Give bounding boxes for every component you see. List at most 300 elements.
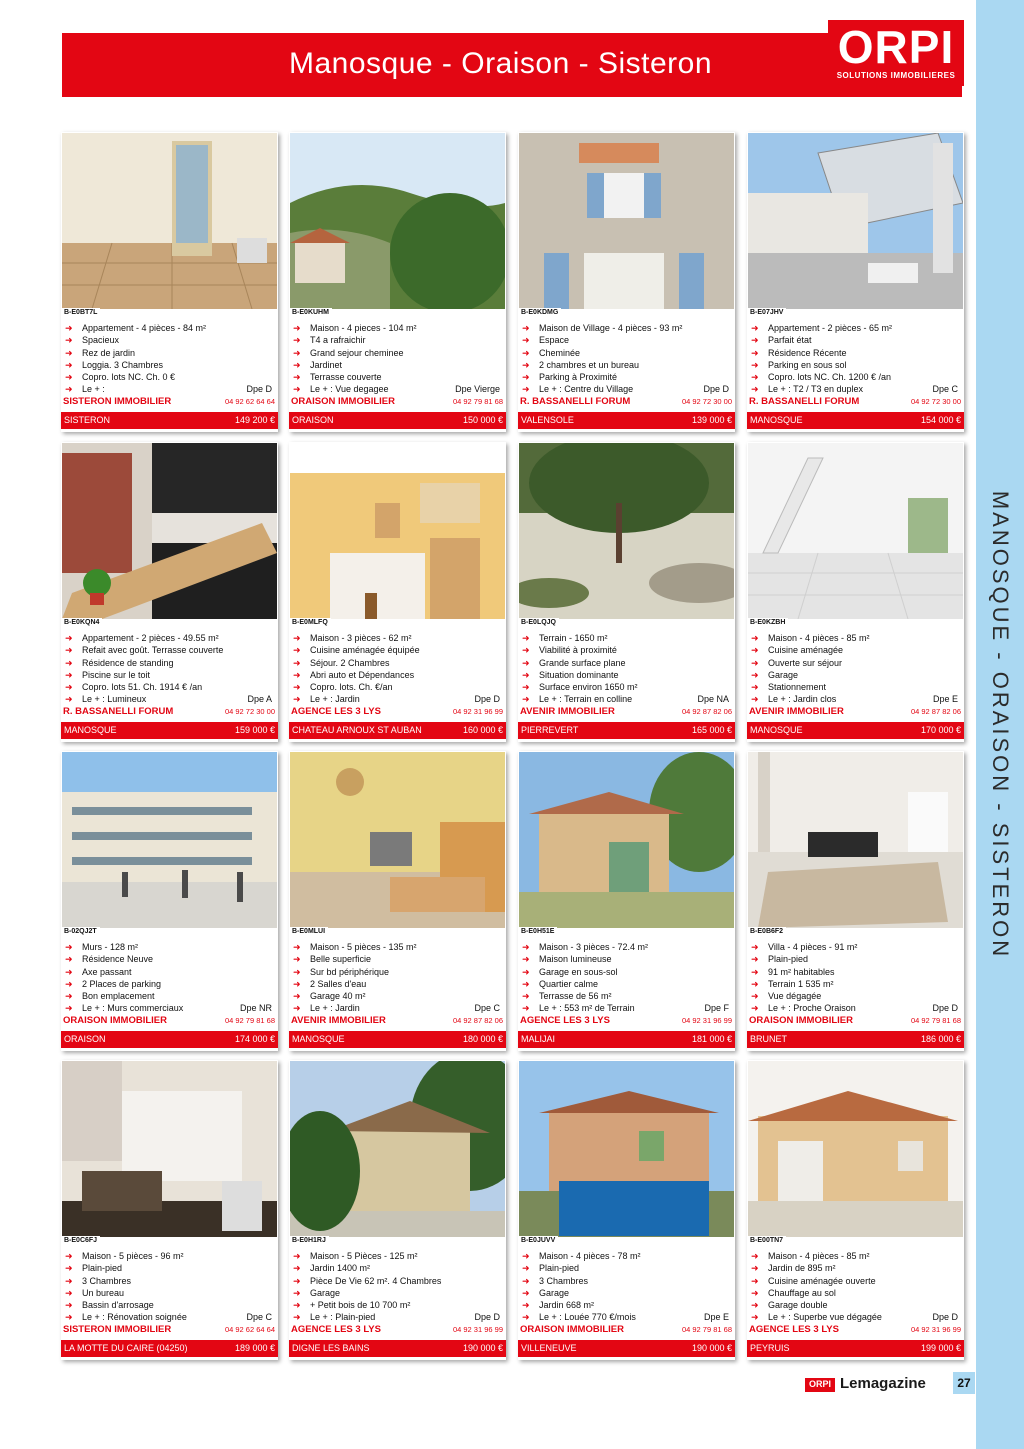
listing-ref: B-E0KQN4: [61, 618, 102, 627]
arrow-icon: ➜: [751, 633, 759, 643]
listing-card[interactable]: [289, 1060, 506, 1360]
arrow-icon: ➜: [522, 1300, 530, 1311]
listing-city: MANOSQUE: [64, 725, 117, 735]
arrow-icon: ➜: [522, 1251, 530, 1261]
arrow-icon: ➜: [751, 1275, 759, 1286]
feature-text: Grande surface plane: [539, 657, 626, 668]
agency-name: R. BASSANELLI FORUM: [749, 396, 860, 407]
feature-item: [751, 669, 960, 681]
listing-city: MANOSQUE: [750, 725, 803, 735]
arrow-icon: ➜: [751, 1300, 759, 1311]
agency-phone[interactable]: 04 92 79 81 68: [681, 1325, 732, 1334]
listing-card[interactable]: [289, 442, 506, 742]
feature-text: 3 Chambres: [539, 1275, 589, 1286]
arrow-icon: ➜: [751, 1251, 759, 1261]
arrow-icon: ➜: [65, 1003, 73, 1014]
feature-list: [293, 941, 502, 1015]
arrow-icon: ➜: [65, 384, 73, 395]
agency-phone[interactable]: 04 92 62 64 64: [224, 1325, 275, 1334]
feature-item: [522, 1287, 731, 1299]
price-bar: [518, 412, 735, 429]
arrow-icon: ➜: [751, 359, 759, 370]
listing-card[interactable]: [747, 442, 964, 742]
arrow-icon: ➜: [751, 1263, 759, 1274]
listing-price: 149 200 €: [234, 415, 275, 425]
listing-card[interactable]: [518, 751, 735, 1051]
arrow-icon: ➜: [65, 347, 73, 358]
feature-item: [293, 657, 502, 669]
side-banner: MANOSQUE - ORAISON - SISTERON: [988, 490, 1013, 960]
feature-item: [293, 1311, 502, 1323]
price-bar: [289, 1340, 506, 1357]
feature-item: [522, 359, 731, 371]
feature-text: Jardin de 895 m²: [768, 1263, 836, 1274]
feature-text: Ouverte sur séjour: [768, 657, 843, 668]
feature-text: T4 a rafraichir: [310, 335, 366, 346]
feature-text: Copro. lots. Ch. €/an: [310, 682, 393, 693]
listing-city: ORAISON: [292, 415, 334, 425]
agency-phone[interactable]: 04 92 31 96 99: [681, 1016, 732, 1025]
feature-text: Situation dominante: [539, 669, 619, 680]
listing-card[interactable]: [289, 751, 506, 1051]
feature-text: Loggia. 3 Chambres: [82, 359, 164, 370]
feature-text: Appartement - 4 pièces - 84 m²: [82, 323, 207, 333]
feature-text: Terrasse de 56 m²: [539, 991, 612, 1002]
agency-name: SISTERON IMMOBILIER: [63, 396, 172, 407]
agency-name: SISTERON IMMOBILIER: [63, 1324, 172, 1335]
feature-item: [293, 322, 502, 334]
feature-list: [65, 941, 274, 1015]
arrow-icon: ➜: [65, 1300, 73, 1311]
feature-item: [293, 644, 502, 656]
feature-text: Le + : 553 m² de Terrain: [539, 1003, 635, 1014]
agency-phone[interactable]: 04 92 31 96 99: [452, 1325, 503, 1334]
arrow-icon: ➜: [293, 978, 301, 989]
listing-card[interactable]: [747, 751, 964, 1051]
arrow-icon: ➜: [522, 657, 530, 668]
arrow-icon: ➜: [522, 1312, 530, 1323]
feature-text: Maison - 3 pièces - 72.4 m²: [539, 942, 649, 952]
feature-item: [293, 334, 502, 346]
listing-card[interactable]: [518, 132, 735, 432]
feature-text: Maison - 4 pieces - 104 m²: [310, 323, 417, 333]
arrow-icon: ➜: [293, 372, 301, 383]
price-bar: [747, 1031, 964, 1048]
feature-text: Le + : Superbe vue dégagée: [768, 1312, 882, 1323]
feature-text: Garage: [310, 1287, 341, 1298]
feature-item: [522, 941, 731, 953]
listing-card[interactable]: [61, 442, 278, 742]
feature-text: Espace: [539, 335, 570, 346]
feature-text: Bassin d'arrosage: [82, 1300, 154, 1311]
feature-text: Le + : T2 / T3 en duplex: [768, 384, 863, 395]
feature-item: [293, 941, 502, 953]
listing-price: 139 000 €: [691, 415, 732, 425]
feature-text: Murs - 128 m²: [82, 942, 139, 952]
arrow-icon: ➜: [293, 942, 301, 952]
feature-text: Copro. lots NC. Ch. 0 €: [82, 372, 176, 383]
listing-city: PIERREVERT: [521, 725, 579, 735]
feature-text: Garage 40 m²: [310, 991, 366, 1002]
feature-text: Le + : Terrain en colline: [539, 694, 633, 705]
feature-item: [522, 1250, 731, 1262]
arrow-icon: ➜: [65, 657, 73, 668]
arrow-icon: ➜: [751, 384, 759, 395]
feature-text: Appartement - 2 pièces - 49.55 m²: [82, 633, 219, 643]
feature-text: Maison - 4 pièces - 85 m²: [768, 633, 870, 643]
property-photo[interactable]: [748, 133, 963, 309]
feature-item: [751, 966, 960, 978]
arrow-icon: ➜: [522, 991, 530, 1002]
dpe-rating: Dpe C: [246, 1312, 272, 1323]
feature-item: [293, 953, 502, 965]
agency-phone[interactable]: 04 92 31 96 99: [910, 1325, 961, 1334]
feature-list: [293, 1250, 502, 1324]
listing-city: MALIJAI: [521, 1034, 556, 1044]
feature-text: Chauffage au sol: [768, 1287, 836, 1298]
arrow-icon: ➜: [293, 645, 301, 656]
feature-item: [65, 322, 274, 334]
dpe-rating: Dpe NR: [239, 1003, 272, 1014]
arrow-icon: ➜: [65, 694, 73, 705]
arrow-icon: ➜: [293, 1300, 301, 1311]
agency-phone[interactable]: 04 92 31 96 99: [452, 707, 503, 716]
price-bar: [747, 722, 964, 739]
arrow-icon: ➜: [65, 669, 73, 680]
feature-text: Cuisine aménagée ouverte: [768, 1275, 876, 1286]
arrow-icon: ➜: [65, 645, 73, 656]
feature-text: Vue dégagée: [768, 991, 822, 1002]
feature-item: [522, 978, 731, 990]
listing-city: MANOSQUE: [292, 1034, 345, 1044]
feature-text: Maison - 4 pièces - 85 m²: [768, 1251, 870, 1261]
page-title: Manosque - Oraison - Sisteron: [288, 47, 712, 80]
feature-item: [65, 1275, 274, 1287]
feature-item: [522, 632, 731, 644]
agency-phone[interactable]: 04 92 72 30 00: [681, 397, 732, 406]
listing-ref: B-E07JHV: [747, 308, 786, 317]
feature-item: [65, 1250, 274, 1262]
feature-item: [522, 990, 731, 1002]
arrow-icon: ➜: [522, 669, 530, 680]
agency-phone[interactable]: 04 92 79 81 68: [452, 397, 503, 406]
feature-text: Jardin 668 m²: [539, 1300, 595, 1311]
listing-card[interactable]: [61, 751, 278, 1051]
feature-text: Rez de jardin: [82, 347, 136, 358]
feature-item: [751, 371, 960, 383]
feature-text: 2 Places de parking: [82, 978, 162, 989]
agency-phone[interactable]: 04 92 72 30 00: [224, 707, 275, 716]
feature-item: [751, 657, 960, 669]
listing-city: DIGNE LES BAINS: [292, 1343, 370, 1353]
arrow-icon: ➜: [751, 694, 759, 705]
feature-text: Maison de Village - 4 pièces - 93 m²: [539, 323, 683, 333]
arrow-icon: ➜: [65, 682, 73, 693]
feature-text: Jardinet: [310, 359, 343, 370]
dpe-rating: Dpe C: [474, 1003, 500, 1014]
listing-card[interactable]: [61, 1060, 278, 1360]
arrow-icon: ➜: [751, 682, 759, 693]
feature-text: Le + : Jardin: [310, 1003, 360, 1014]
property-photo[interactable]: [748, 1061, 963, 1237]
price-bar: [747, 412, 964, 429]
feature-list: [751, 322, 960, 396]
listing-ref: B-E0JUVV: [518, 1236, 558, 1245]
feature-text: Le + : Lumineux: [82, 694, 147, 705]
footer-orpi-logo: ORPI: [805, 1378, 835, 1392]
agency-name: AGENCE LES 3 LYS: [749, 1324, 839, 1335]
feature-item: [522, 1299, 731, 1311]
arrow-icon: ➜: [293, 669, 301, 680]
arrow-icon: ➜: [293, 1263, 301, 1274]
feature-item: [65, 657, 274, 669]
feature-text: Bon emplacement: [82, 991, 155, 1002]
listing-city: ORAISON: [64, 1034, 106, 1044]
feature-text: Abri auto et Dépendances: [310, 669, 415, 680]
dpe-rating: Dpe D: [932, 1003, 958, 1014]
feature-item: [751, 681, 960, 693]
arrow-icon: ➜: [65, 323, 73, 333]
property-photo[interactable]: [519, 443, 734, 619]
feature-text: Spacieux: [82, 335, 120, 346]
feature-text: 2 chambres et un bureau: [539, 359, 640, 370]
property-photo[interactable]: [519, 1061, 734, 1237]
feature-list: [751, 632, 960, 706]
feature-item: [293, 1002, 502, 1014]
agency-phone[interactable]: 04 92 62 64 64: [224, 397, 275, 406]
feature-text: Maison - 3 pièces - 62 m²: [310, 633, 412, 643]
listing-card[interactable]: [747, 1060, 964, 1360]
feature-text: Terrasse couverte: [310, 372, 382, 383]
feature-text: Résidence Neuve: [82, 954, 154, 965]
listing-card[interactable]: [518, 442, 735, 742]
feature-item: [751, 1250, 960, 1262]
feature-text: + Petit bois de 10 700 m²: [310, 1300, 411, 1311]
feature-text: Cuisine aménagée: [768, 645, 844, 656]
arrow-icon: ➜: [293, 359, 301, 370]
feature-item: [522, 347, 731, 359]
agency-name: AGENCE LES 3 LYS: [520, 1015, 610, 1026]
arrow-icon: ➜: [293, 1275, 301, 1286]
listing-ref: B-E0H1RJ: [289, 1236, 329, 1245]
arrow-icon: ➜: [65, 1275, 73, 1286]
listing-card[interactable]: [61, 132, 278, 432]
listing-price: 199 000 €: [920, 1343, 961, 1353]
feature-list: [751, 1250, 960, 1324]
feature-item: [751, 990, 960, 1002]
feature-text: Le + : Vue degagee: [310, 384, 389, 395]
feature-item: [522, 669, 731, 681]
arrow-icon: ➜: [751, 657, 759, 668]
agency-phone[interactable]: 04 92 87 82 06: [910, 707, 961, 716]
arrow-icon: ➜: [522, 359, 530, 370]
listing-ref: B-E0KZBH: [747, 618, 788, 627]
listing-city: PEYRUIS: [750, 1343, 790, 1353]
feature-item: [751, 941, 960, 953]
property-photo[interactable]: [748, 752, 963, 928]
feature-item: [751, 1311, 960, 1323]
price-bar: [61, 1340, 278, 1357]
feature-text: Maison - 5 pièces - 135 m²: [310, 942, 417, 952]
property-photo[interactable]: [290, 752, 505, 928]
agency-name: R. BASSANELLI FORUM: [520, 396, 631, 407]
listing-price: 189 000 €: [234, 1343, 275, 1353]
property-photo[interactable]: [62, 1061, 277, 1237]
listing-card[interactable]: [747, 132, 964, 432]
feature-item: [65, 1262, 274, 1274]
listing-price: 180 000 €: [462, 1034, 503, 1044]
feature-text: Maison lumineuse: [539, 954, 612, 965]
feature-text: Le + : Proche Oraison: [768, 1003, 856, 1014]
feature-item: [65, 347, 274, 359]
arrow-icon: ➜: [293, 347, 301, 358]
feature-text: Résidence de standing: [82, 657, 174, 668]
feature-item: [522, 644, 731, 656]
arrow-icon: ➜: [522, 372, 530, 383]
feature-text: 91 m² habitables: [768, 966, 835, 977]
arrow-icon: ➜: [522, 335, 530, 346]
property-photo[interactable]: [290, 133, 505, 309]
arrow-icon: ➜: [522, 694, 530, 705]
arrow-icon: ➜: [65, 966, 73, 977]
property-photo[interactable]: [519, 133, 734, 309]
property-photo[interactable]: [62, 752, 277, 928]
feature-text: Refait avec goût. Terrasse couverte: [82, 645, 224, 656]
arrow-icon: ➜: [522, 682, 530, 693]
dpe-rating: Dpe NA: [697, 694, 729, 705]
feature-item: [293, 1287, 502, 1299]
agency-name: R. BASSANELLI FORUM: [63, 706, 174, 717]
feature-text: Garage: [539, 1287, 570, 1298]
feature-item: [293, 383, 502, 395]
feature-item: [65, 371, 274, 383]
price-bar: [518, 1340, 735, 1357]
agency-phone[interactable]: 04 92 87 82 06: [681, 707, 732, 716]
property-photo[interactable]: [290, 443, 505, 619]
feature-text: Viabilité à proximité: [539, 645, 617, 656]
listing-price: 174 000 €: [234, 1034, 275, 1044]
feature-item: [293, 990, 502, 1002]
feature-item: [65, 978, 274, 990]
agency-name: AVENIR IMMOBILIER: [291, 1015, 386, 1026]
agency-phone[interactable]: 04 92 79 81 68: [224, 1016, 275, 1025]
listing-city: CHATEAU ARNOUX ST AUBAN: [292, 725, 422, 735]
dpe-rating: Dpe E: [932, 694, 958, 705]
feature-text: Cheminée: [539, 347, 581, 358]
arrow-icon: ➜: [751, 991, 759, 1002]
feature-item: [522, 1002, 731, 1014]
dpe-rating: Dpe A: [247, 694, 272, 705]
feature-item: [522, 1262, 731, 1274]
arrow-icon: ➜: [293, 991, 301, 1002]
feature-item: [522, 383, 731, 395]
dpe-rating: Dpe Vierge: [455, 384, 500, 395]
feature-item: [293, 359, 502, 371]
listing-price: 165 000 €: [691, 725, 732, 735]
arrow-icon: ➜: [65, 1251, 73, 1261]
listing-card[interactable]: [289, 132, 506, 432]
arrow-icon: ➜: [65, 359, 73, 370]
agency-name: ORAISON IMMOBILIER: [749, 1015, 853, 1026]
feature-item: [522, 322, 731, 334]
arrow-icon: ➜: [522, 978, 530, 989]
feature-text: Maison - 5 pièces - 96 m²: [82, 1251, 184, 1261]
listing-price: 150 000 €: [462, 415, 503, 425]
feature-item: [293, 371, 502, 383]
feature-text: Villa - 4 pièces - 91 m²: [768, 942, 858, 952]
price-bar: [518, 1031, 735, 1048]
feature-text: Parfait état: [768, 335, 812, 346]
feature-list: [751, 941, 960, 1015]
feature-text: Maison - 4 pièces - 78 m²: [539, 1251, 641, 1261]
listing-card[interactable]: [518, 1060, 735, 1360]
feature-item: [522, 681, 731, 693]
dpe-rating: Dpe C: [932, 384, 958, 395]
feature-item: [65, 359, 274, 371]
arrow-icon: ➜: [65, 372, 73, 383]
feature-item: [751, 1275, 960, 1287]
feature-text: Terrain 1 535 m²: [768, 978, 834, 989]
feature-text: Plain-pied: [539, 1263, 580, 1274]
feature-text: Jardin 1400 m²: [310, 1263, 371, 1274]
property-photo[interactable]: [519, 752, 734, 928]
arrow-icon: ➜: [522, 1275, 530, 1286]
agency-phone[interactable]: 04 92 79 81 68: [910, 1016, 961, 1025]
arrow-icon: ➜: [522, 323, 530, 333]
listing-ref: B-E0BT7L: [61, 308, 100, 317]
price-bar: [747, 1340, 964, 1357]
arrow-icon: ➜: [293, 633, 301, 643]
agency-phone[interactable]: 04 92 72 30 00: [910, 397, 961, 406]
feature-list: [293, 322, 502, 396]
listing-price: 190 000 €: [462, 1343, 503, 1353]
feature-item: [65, 941, 274, 953]
property-photo[interactable]: [748, 443, 963, 619]
feature-item: [65, 1002, 274, 1014]
arrow-icon: ➜: [293, 1251, 301, 1261]
feature-text: Plain-pied: [82, 1263, 123, 1274]
feature-item: [293, 347, 502, 359]
feature-text: Maison - 5 Pièces - 125 m²: [310, 1251, 418, 1261]
feature-text: Résidence Récente: [768, 347, 847, 358]
feature-item: [522, 953, 731, 965]
listing-city: VILLENEUVE: [521, 1343, 577, 1353]
feature-text: Quartier calme: [539, 978, 599, 989]
property-photo[interactable]: [290, 1061, 505, 1237]
agency-name: ORAISON IMMOBILIER: [520, 1324, 624, 1335]
feature-item: [751, 1262, 960, 1274]
property-photo[interactable]: [62, 133, 277, 309]
feature-text: Le + : Jardin clos: [768, 694, 837, 705]
arrow-icon: ➜: [293, 954, 301, 965]
feature-text: Le + : Murs commerciaux: [82, 1003, 184, 1014]
feature-item: [293, 978, 502, 990]
arrow-icon: ➜: [751, 1287, 759, 1298]
feature-text: Copro. lots NC. Ch. 1200 € /an: [768, 372, 892, 383]
feature-list: [293, 632, 502, 706]
feature-text: Surface environ 1650 m²: [539, 682, 638, 693]
listing-ref: B-02QJ2T: [61, 927, 100, 936]
feature-text: Plain-pied: [768, 954, 809, 965]
property-photo[interactable]: [62, 443, 277, 619]
feature-item: [65, 990, 274, 1002]
arrow-icon: ➜: [65, 954, 73, 965]
feature-text: Le + : Centre du Village: [539, 384, 634, 395]
price-bar: [61, 1031, 278, 1048]
agency-phone[interactable]: 04 92 87 82 06: [452, 1016, 503, 1025]
page-number: 27: [953, 1372, 975, 1394]
feature-text: Stationnement: [768, 682, 827, 693]
